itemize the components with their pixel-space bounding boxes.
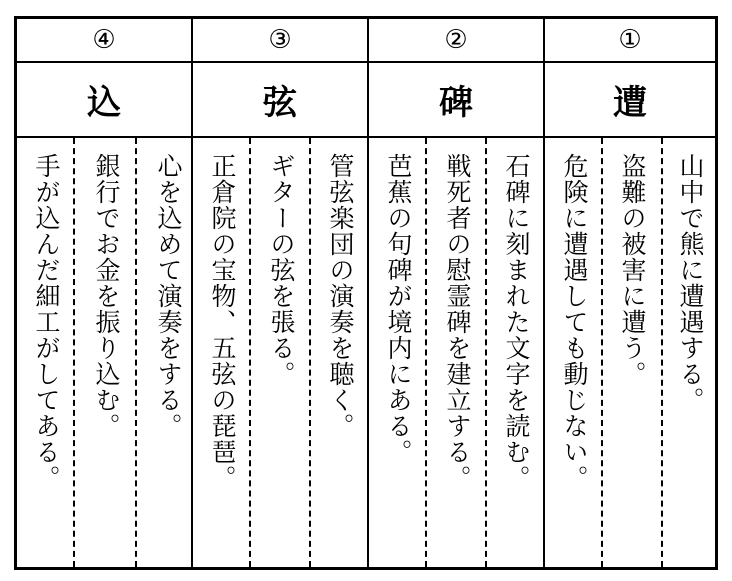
kanji-practice-sheet bbox=[14, 16, 718, 570]
sentence-divider bbox=[249, 138, 251, 567]
example-sentence: 管弦楽団の演奏を聴く。 bbox=[326, 153, 355, 439]
kanji-divider bbox=[17, 136, 715, 138]
target-kanji: 込 bbox=[87, 83, 121, 123]
target-kanji: 遭 bbox=[613, 83, 647, 123]
target-kanji: 弦 bbox=[263, 83, 297, 123]
column-number: ④ bbox=[92, 25, 116, 55]
example-sentence: 盗難の被害に遭う。 bbox=[618, 153, 647, 387]
example-sentence: 手が込んだ細工がしてある。 bbox=[32, 153, 61, 491]
example-sentence: 銀行でお金を振り込む。 bbox=[92, 153, 121, 439]
example-sentence: 危険に遭遇しても動じない。 bbox=[560, 153, 589, 491]
sentence-divider bbox=[425, 138, 427, 567]
example-sentence: 山中で熊に遭遇する。 bbox=[676, 153, 705, 413]
sentence-divider bbox=[135, 138, 137, 567]
example-sentence: 正倉院の宝物、五弦の琵琶。 bbox=[208, 153, 237, 491]
example-sentence: 心を込めて演奏をする。 bbox=[154, 153, 183, 439]
column-number: ① bbox=[618, 25, 642, 55]
sentence-divider bbox=[73, 138, 75, 567]
example-sentence: 石碑に刻まれた文字を読む。 bbox=[502, 153, 531, 491]
sentence-divider bbox=[309, 138, 311, 567]
column-number: ③ bbox=[268, 25, 292, 55]
sentence-divider bbox=[601, 138, 603, 567]
sentence-divider bbox=[485, 138, 487, 567]
column-number: ② bbox=[444, 25, 468, 55]
example-sentence: 戦死者の慰霊碑を建立する。 bbox=[443, 153, 472, 491]
example-sentence: ギターの弦を張る。 bbox=[267, 153, 296, 387]
example-sentence: 芭蕉の句碑が境内にある。 bbox=[384, 153, 413, 465]
target-kanji: 碑 bbox=[439, 83, 473, 123]
